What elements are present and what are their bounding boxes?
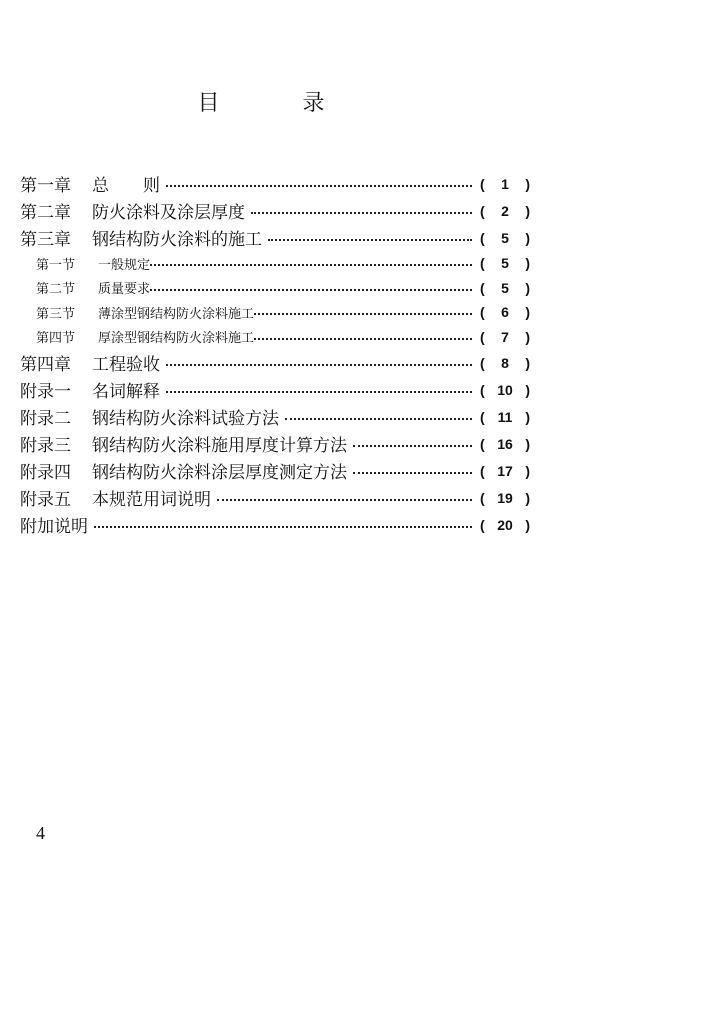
toc-entry-number: 第三节 <box>36 306 76 322</box>
toc-entry-number: 第四章 <box>20 355 71 375</box>
toc-entry-page: ( 5 ) <box>480 255 530 272</box>
toc-entry-number: 第二节 <box>36 282 76 298</box>
toc-entry-label: 工程验收 <box>92 355 160 375</box>
toc-entry-label: 钢结构防火涂料施用厚度计算方法 <box>92 436 347 456</box>
toc-entry-page: ( 5 ) <box>480 229 530 246</box>
dot-leader <box>166 185 472 187</box>
dot-leader <box>353 445 472 447</box>
dot-leader <box>254 313 472 315</box>
toc-entry-label: 薄涂型钢结构防火涂料施工 <box>98 306 255 322</box>
toc-entry-page: ( 11 ) <box>480 408 530 425</box>
toc-entry-label: 质量要求 <box>98 282 151 298</box>
page-number: 4 <box>36 823 45 843</box>
toc-entry-number: 附录四 <box>20 463 71 483</box>
toc-entry-label: 名词解释 <box>92 382 160 402</box>
toc-entry-number: 附录二 <box>20 409 71 429</box>
dot-leader <box>268 239 472 241</box>
toc-entry-number: 第一章 <box>20 176 71 196</box>
toc-entry-page: ( 7 ) <box>480 328 530 345</box>
dot-leader <box>150 289 472 291</box>
toc-entry-label: 钢结构防火涂料的施工 <box>92 230 262 250</box>
toc-entry-page: ( 8 ) <box>480 354 530 371</box>
toc-entry-page: ( 10 ) <box>480 381 530 398</box>
toc-entry-label: 钢结构防火涂料试验方法 <box>92 409 279 429</box>
dot-leader <box>166 391 472 393</box>
toc-entry-label: 本规范用词说明 <box>92 490 211 510</box>
toc-entry[interactable] <box>20 403 530 430</box>
toc-entry-page: ( 5 ) <box>480 279 530 296</box>
toc-entry[interactable] <box>20 457 530 484</box>
toc-entry-number: 第一节 <box>36 257 76 273</box>
toc-subentry[interactable] <box>20 251 530 276</box>
toc-entry-page: ( 6 ) <box>480 304 530 321</box>
toc-entry[interactable] <box>20 484 530 511</box>
table-of-contents <box>20 170 530 538</box>
toc-entry-page: ( 17 ) <box>480 462 530 479</box>
dot-leader <box>94 526 472 528</box>
toc-entry[interactable] <box>20 170 530 197</box>
toc-entry-label: 钢结构防火涂料涂层厚度测定方法 <box>92 463 347 483</box>
page-title: 目 录 <box>197 91 363 116</box>
toc-entry-page: ( 1 ) <box>480 175 530 192</box>
toc-entry-label: 防火涂料及涂层厚度 <box>92 203 245 223</box>
dot-leader <box>254 338 472 340</box>
toc-entry-page: ( 20 ) <box>480 516 530 533</box>
toc-entry-number: 附加说明 <box>20 517 88 537</box>
toc-entry-page: ( 16 ) <box>480 435 530 452</box>
toc-entry-number: 附录三 <box>20 436 71 456</box>
dot-leader <box>166 364 472 366</box>
toc-entry[interactable] <box>20 197 530 224</box>
toc-entry-number: 第三章 <box>20 230 71 250</box>
toc-entry-page: ( 19 ) <box>480 489 530 506</box>
toc-entry[interactable] <box>20 376 530 403</box>
dot-leader <box>353 472 472 474</box>
toc-entry[interactable] <box>20 349 530 376</box>
dot-leader <box>150 264 472 266</box>
toc-entry-number: 附录五 <box>20 490 71 510</box>
dot-leader <box>285 418 472 420</box>
toc-entry-page: ( 2 ) <box>480 202 530 219</box>
toc-entry-number: 第四节 <box>36 331 76 347</box>
toc-entry[interactable] <box>20 224 530 251</box>
toc-subentry[interactable] <box>20 300 530 325</box>
toc-entry-label: 厚涂型钢结构防火涂料施工 <box>98 331 255 347</box>
toc-entry-number: 第二章 <box>20 203 71 223</box>
toc-entry-label: 总 则 <box>92 176 160 196</box>
dot-leader <box>251 212 472 214</box>
toc-entry-number: 附录一 <box>20 382 71 402</box>
dot-leader <box>217 499 472 501</box>
toc-subentry[interactable] <box>20 276 530 301</box>
toc-entry[interactable] <box>20 430 530 457</box>
toc-subentry[interactable] <box>20 325 530 350</box>
toc-entry[interactable] <box>20 511 530 538</box>
toc-entry-label: 一般规定 <box>98 257 151 273</box>
